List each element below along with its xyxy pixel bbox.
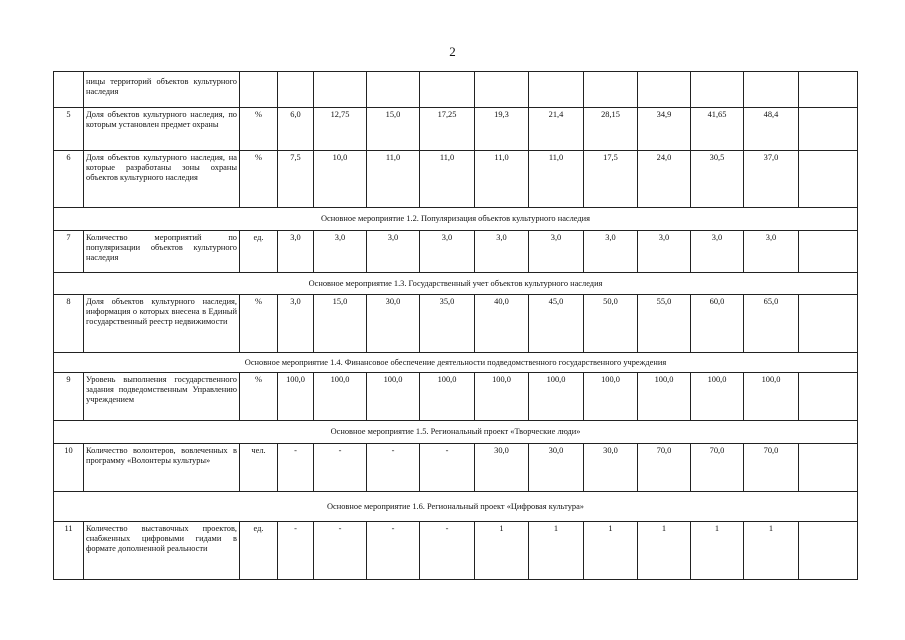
row-number <box>54 72 84 108</box>
value-cell: 10,0 <box>314 151 367 208</box>
value-cell: 30,0 <box>584 444 638 492</box>
page-number: 2 <box>449 44 456 59</box>
row-number: 11 <box>54 522 84 580</box>
value-cell: 45,0 <box>529 295 584 353</box>
indicator-name: Доля объектов культурного наследия, на которые разработаны зоны охраны объектов культурного наследия <box>84 151 240 208</box>
value-cell: 21,4 <box>529 108 584 151</box>
value-cell: 12,75 <box>314 108 367 151</box>
value-cell <box>529 72 584 108</box>
value-cell: 100,0 <box>278 373 314 421</box>
value-cell: - <box>314 444 367 492</box>
value-cell: 3,0 <box>314 231 367 273</box>
value-cell: 35,0 <box>420 295 475 353</box>
value-cell: - <box>420 522 475 580</box>
section-title: Основное мероприятие 1.2. Популяризация объектов культурного наследия <box>54 208 858 231</box>
indicator-row <box>54 522 858 580</box>
value-cell: 30,0 <box>367 295 420 353</box>
value-cell: 24,0 <box>638 151 691 208</box>
section-row <box>54 208 858 231</box>
row-number: 5 <box>54 108 84 151</box>
value-cell: 100,0 <box>314 373 367 421</box>
value-cell: 70,0 <box>691 444 744 492</box>
value-cell: 1 <box>529 522 584 580</box>
indicator-row <box>54 231 858 273</box>
value-cell: 34,9 <box>638 108 691 151</box>
value-cell: 7,5 <box>278 151 314 208</box>
value-cell: 15,0 <box>314 295 367 353</box>
value-cell: 48,4 <box>744 108 799 151</box>
value-cell: 6,0 <box>278 108 314 151</box>
indicators-table <box>53 71 858 580</box>
unit-cell: % <box>240 373 278 421</box>
value-cell: 3,0 <box>420 231 475 273</box>
section-row <box>54 492 858 522</box>
unit-cell: чел. <box>240 444 278 492</box>
value-cell: 40,0 <box>475 295 529 353</box>
value-cell: 60,0 <box>691 295 744 353</box>
value-cell <box>278 72 314 108</box>
value-cell: 100,0 <box>420 373 475 421</box>
value-cell: 41,65 <box>691 108 744 151</box>
section-row <box>54 353 858 373</box>
value-cell: 100,0 <box>529 373 584 421</box>
section-title: Основное мероприятие 1.3. Государственный учет объектов культурного наследия <box>54 273 858 295</box>
value-cell: 3,0 <box>691 231 744 273</box>
indicator-name: Доля объектов культурного наследия, информация о которых внесена в Единый государственный реестр недвижимости <box>84 295 240 353</box>
value-cell <box>799 444 858 492</box>
indicator-name: Количество волонтеров, вовлеченных в программу «Волонтеры культуры» <box>84 444 240 492</box>
value-cell: 3,0 <box>367 231 420 273</box>
value-cell: 3,0 <box>475 231 529 273</box>
value-cell: - <box>420 444 475 492</box>
value-cell: 100,0 <box>475 373 529 421</box>
value-cell: 3,0 <box>278 231 314 273</box>
value-cell <box>584 72 638 108</box>
value-cell: 1 <box>475 522 529 580</box>
unit-cell: ед. <box>240 231 278 273</box>
value-cell <box>638 72 691 108</box>
value-cell: 70,0 <box>744 444 799 492</box>
indicator-name: Уровень выполнения государственного задания подведомственным Управлению учреждением <box>84 373 240 421</box>
value-cell <box>799 72 858 108</box>
value-cell: 3,0 <box>529 231 584 273</box>
indicator-row <box>54 108 858 151</box>
value-cell: 30,5 <box>691 151 744 208</box>
value-cell: 1 <box>744 522 799 580</box>
value-cell: 30,0 <box>529 444 584 492</box>
value-cell: - <box>314 522 367 580</box>
value-cell: 28,15 <box>584 108 638 151</box>
section-row <box>54 273 858 295</box>
section-title: Основное мероприятие 1.6. Региональный проект «Цифровая культура» <box>54 492 858 522</box>
row-number: 7 <box>54 231 84 273</box>
value-cell: 55,0 <box>638 295 691 353</box>
indicator-name: ницы территорий объектов культурного наследия <box>84 72 240 108</box>
value-cell: 11,0 <box>420 151 475 208</box>
value-cell: 17,25 <box>420 108 475 151</box>
value-cell: 50,0 <box>584 295 638 353</box>
row-number: 10 <box>54 444 84 492</box>
value-cell: - <box>367 522 420 580</box>
value-cell: 19,3 <box>475 108 529 151</box>
value-cell: 70,0 <box>638 444 691 492</box>
value-cell: 1 <box>691 522 744 580</box>
unit-cell: ед. <box>240 522 278 580</box>
section-title: Основное мероприятие 1.5. Региональный проект «Творческие люди» <box>54 421 858 444</box>
indicator-name: Количество мероприятий по популяризации объектов культурного наследия <box>84 231 240 273</box>
value-cell: - <box>367 444 420 492</box>
value-cell: 11,0 <box>529 151 584 208</box>
value-cell: - <box>278 522 314 580</box>
indicator-row <box>54 151 858 208</box>
indicator-name: Доля объектов культурного наследия, по которым установлен предмет охраны <box>84 108 240 151</box>
value-cell: 100,0 <box>638 373 691 421</box>
value-cell: 100,0 <box>367 373 420 421</box>
value-cell: 100,0 <box>584 373 638 421</box>
unit-cell: % <box>240 295 278 353</box>
value-cell <box>691 72 744 108</box>
value-cell <box>367 72 420 108</box>
unit-cell: % <box>240 108 278 151</box>
value-cell: 100,0 <box>744 373 799 421</box>
value-cell <box>799 373 858 421</box>
value-cell: 30,0 <box>475 444 529 492</box>
value-cell: 3,0 <box>744 231 799 273</box>
value-cell: 3,0 <box>278 295 314 353</box>
value-cell: 65,0 <box>744 295 799 353</box>
value-cell: 1 <box>584 522 638 580</box>
value-cell <box>314 72 367 108</box>
row-number: 6 <box>54 151 84 208</box>
value-cell: 37,0 <box>744 151 799 208</box>
unit-cell <box>240 72 278 108</box>
row-number: 8 <box>54 295 84 353</box>
value-cell <box>799 151 858 208</box>
unit-cell: % <box>240 151 278 208</box>
value-cell: 11,0 <box>367 151 420 208</box>
value-cell <box>799 295 858 353</box>
indicator-row <box>54 373 858 421</box>
value-cell <box>799 108 858 151</box>
indicator-row <box>54 444 858 492</box>
value-cell <box>475 72 529 108</box>
value-cell <box>799 231 858 273</box>
indicator-name: Количество выставочных проектов, снабженных цифровыми гидами в формате дополненной реальности <box>84 522 240 580</box>
value-cell: 1 <box>638 522 691 580</box>
value-cell: 100,0 <box>691 373 744 421</box>
section-title: Основное мероприятие 1.4. Финансовое обеспечение деятельности подведомственного государственного учреждения <box>54 353 858 373</box>
indicator-row <box>54 72 858 108</box>
value-cell: 3,0 <box>584 231 638 273</box>
value-cell: - <box>278 444 314 492</box>
row-number: 9 <box>54 373 84 421</box>
value-cell <box>744 72 799 108</box>
value-cell <box>420 72 475 108</box>
value-cell: 11,0 <box>475 151 529 208</box>
section-row <box>54 421 858 444</box>
value-cell: 15,0 <box>367 108 420 151</box>
indicator-row <box>54 295 858 353</box>
value-cell <box>799 522 858 580</box>
value-cell: 17,5 <box>584 151 638 208</box>
value-cell: 3,0 <box>638 231 691 273</box>
